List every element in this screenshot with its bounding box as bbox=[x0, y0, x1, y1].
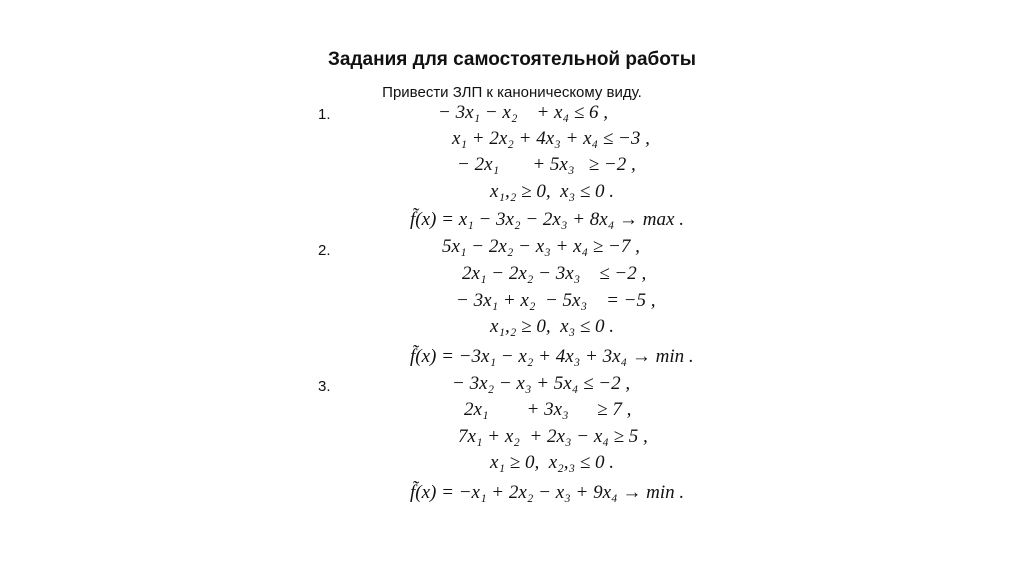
task-2-constraint-3: − 3x₁ + x₂ − 5x₃ = −5 , bbox=[456, 290, 656, 311]
task-1-objective: f̃(x) = x₁ − 3x₂ − 2x₃ + 8x₄ → max . bbox=[410, 209, 684, 230]
task-1-number: 1. bbox=[318, 106, 331, 123]
task-3-objective: f̃(x) = −x₁ + 2x₂ − x₃ + 9x₄ → min . bbox=[410, 482, 685, 503]
task-3-sign-constraints: x₁ ≥ 0, x₂,₃ ≤ 0 . bbox=[490, 452, 615, 473]
task-3-constraint-2: 2x₁ + 3x₃ ≥ 7 , bbox=[464, 399, 632, 420]
task-3-number: 3. bbox=[318, 378, 331, 395]
page-title: Задания для самостоятельной работы bbox=[328, 49, 696, 70]
task-2-constraint-2: 2x₁ − 2x₂ − 3x₃ ≤ −2 , bbox=[462, 263, 647, 284]
task-instruction: Привести ЗЛП к каноническому виду. bbox=[382, 84, 642, 101]
task-2-objective: f̃(x) = −3x₁ − x₂ + 4x₃ + 3x₄ → min . bbox=[410, 346, 694, 367]
task-1-constraint-2: x₁ + 2x₂ + 4x₃ + x₄ ≤ −3 , bbox=[452, 128, 650, 149]
task-2-constraint-1: 5x₁ − 2x₂ − x₃ + x₄ ≥ −7 , bbox=[442, 236, 640, 257]
task-1-constraint-3: − 2x₁ + 5x₃ ≥ −2 , bbox=[457, 154, 636, 175]
task-1-sign-constraints: x₁,₂ ≥ 0, x₃ ≤ 0 . bbox=[490, 181, 615, 202]
task-1-constraint-1: − 3x₁ − x₂ + x₄ ≤ 6 , bbox=[438, 102, 609, 123]
task-3-constraint-3: 7x₁ + x₂ + 2x₃ − x₄ ≥ 5 , bbox=[458, 426, 648, 447]
task-3-constraint-1: − 3x₂ − x₃ + 5x₄ ≤ −2 , bbox=[452, 373, 631, 394]
task-2-number: 2. bbox=[318, 242, 331, 259]
task-2-sign-constraints: x₁,₂ ≥ 0, x₃ ≤ 0 . bbox=[490, 316, 615, 337]
